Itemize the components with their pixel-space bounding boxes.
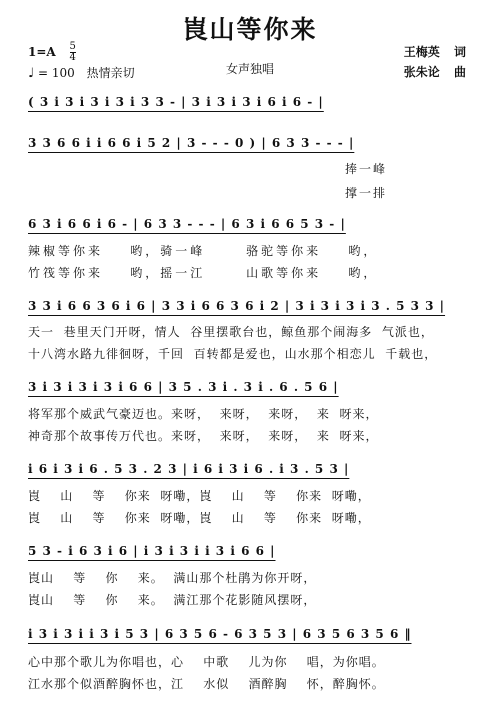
lyric-line-3b: 竹筏等你来 哟，摇一江 山歌等你来 哟， <box>28 266 379 280</box>
score-line-8: i 3 i 3 i i 3 i 5 3 | 6 3 5 6 - 6 3 5 3 | 6 3 5 6 3 5 6 ‖ <box>28 627 412 641</box>
lyric-line-6a: 崀 山 等 你来 呀嘞，崀 山 等 你来 呀嘞， <box>28 489 371 503</box>
lyric-line-7b: 崀山 等 你 来。 满江那个花影随风摆呀， <box>28 593 317 607</box>
credits <box>404 42 466 82</box>
lyricist-name: 王梅英 <box>403 45 440 59</box>
performance-note: 女声独唱 <box>225 62 274 76</box>
side-lyric-2: 撑一排 <box>345 186 388 200</box>
score-line-1: ( 3 i 3 i 3 i 3 i 3 3 - | 3 i 3 i 3 i 6 i 6 - | <box>28 95 324 109</box>
score-line-5: 3 i 3 i 3 i 3 i 6 6 | 3 5 . 3 i . 3 i . 6 . 5 6 | <box>28 380 339 394</box>
lyric-line-8a: 心中那个歌儿为你唱也，心 中歌 儿为你 唱，为你唱。 <box>28 655 385 669</box>
score-line-2: 3 3 6 6 i i 6 6 i 5 2 | 3 - - - 0 ) | 6 3 3 - - - | <box>28 136 355 150</box>
composer-name: 张朱论 <box>403 65 440 79</box>
lyric-line-5b: 神奇那个故事传万代也。来呀， 来呀， 来呀， 来 呀来， <box>28 429 379 443</box>
lyric-line-4b: 十八湾水路九徘徊呀，千回 百转都是爱也，山水那个相恋儿 千载也， <box>28 347 438 361</box>
score-line-6: i 6 i 3 i 6 . 5 3 . 2 3 | i 6 i 3 i 6 . i 3 . 5 3 | <box>28 462 350 476</box>
score-line-4: 3 3 i 6 6 3 6 i 6 | 3 3 i 6 6 3 6 i 2 | 3 i 3 i 3 i 3 . 5 3 3 | <box>28 299 446 313</box>
time-signature-top: 5 <box>69 41 76 52</box>
composer-role: 曲 <box>453 65 466 79</box>
lyricist-credit <box>404 42 466 62</box>
quarter-note-icon: ♩ <box>28 66 35 81</box>
lyric-line-8b: 江水那个似酒醉胸怀也，江 水似 酒醉胸 怀，醉胸怀。 <box>28 677 385 691</box>
lyric-line-3a: 辣椒等你来 哟，骑一峰 骆驼等你来 哟， <box>28 244 379 258</box>
composer-credit <box>404 62 466 82</box>
lyricist-role: 词 <box>453 45 466 59</box>
lyric-line-6b: 崀 山 等 你来 呀嘞，崀 山 等 你来 呀嘞， <box>28 511 371 525</box>
tempo-value: = 100 <box>37 66 75 80</box>
score-line-7: 5 3 - i 6 3 i 6 | i 3 i 3 i i 3 i 6 6 | <box>28 544 276 558</box>
lyric-line-5a: 将军那个威武气豪迈也。来呀， 来呀， 来呀， 来 呀来， <box>28 407 379 421</box>
tempo-mood: 热情亲切 <box>86 66 135 80</box>
lyric-line-7a: 崀山 等 你 来。 满山那个杜鹃为你开呀， <box>28 571 317 585</box>
key-signature: 1=A <box>28 45 56 59</box>
side-lyric-1: 捧一峰 <box>345 162 388 176</box>
time-signature-bottom: 4 <box>69 52 76 63</box>
lyric-line-4a: 天一 巷里天门开呀，情人 谷里摆歌台也，鲸鱼那个闹海多 气派也， <box>28 325 434 339</box>
score-line-3: 6 3 i 6 6 i 6 - | 6 3 3 - - - | 6 3 i 6 6 5 3 - | <box>28 217 346 231</box>
page-title: 崀山等你来 <box>182 15 318 44</box>
